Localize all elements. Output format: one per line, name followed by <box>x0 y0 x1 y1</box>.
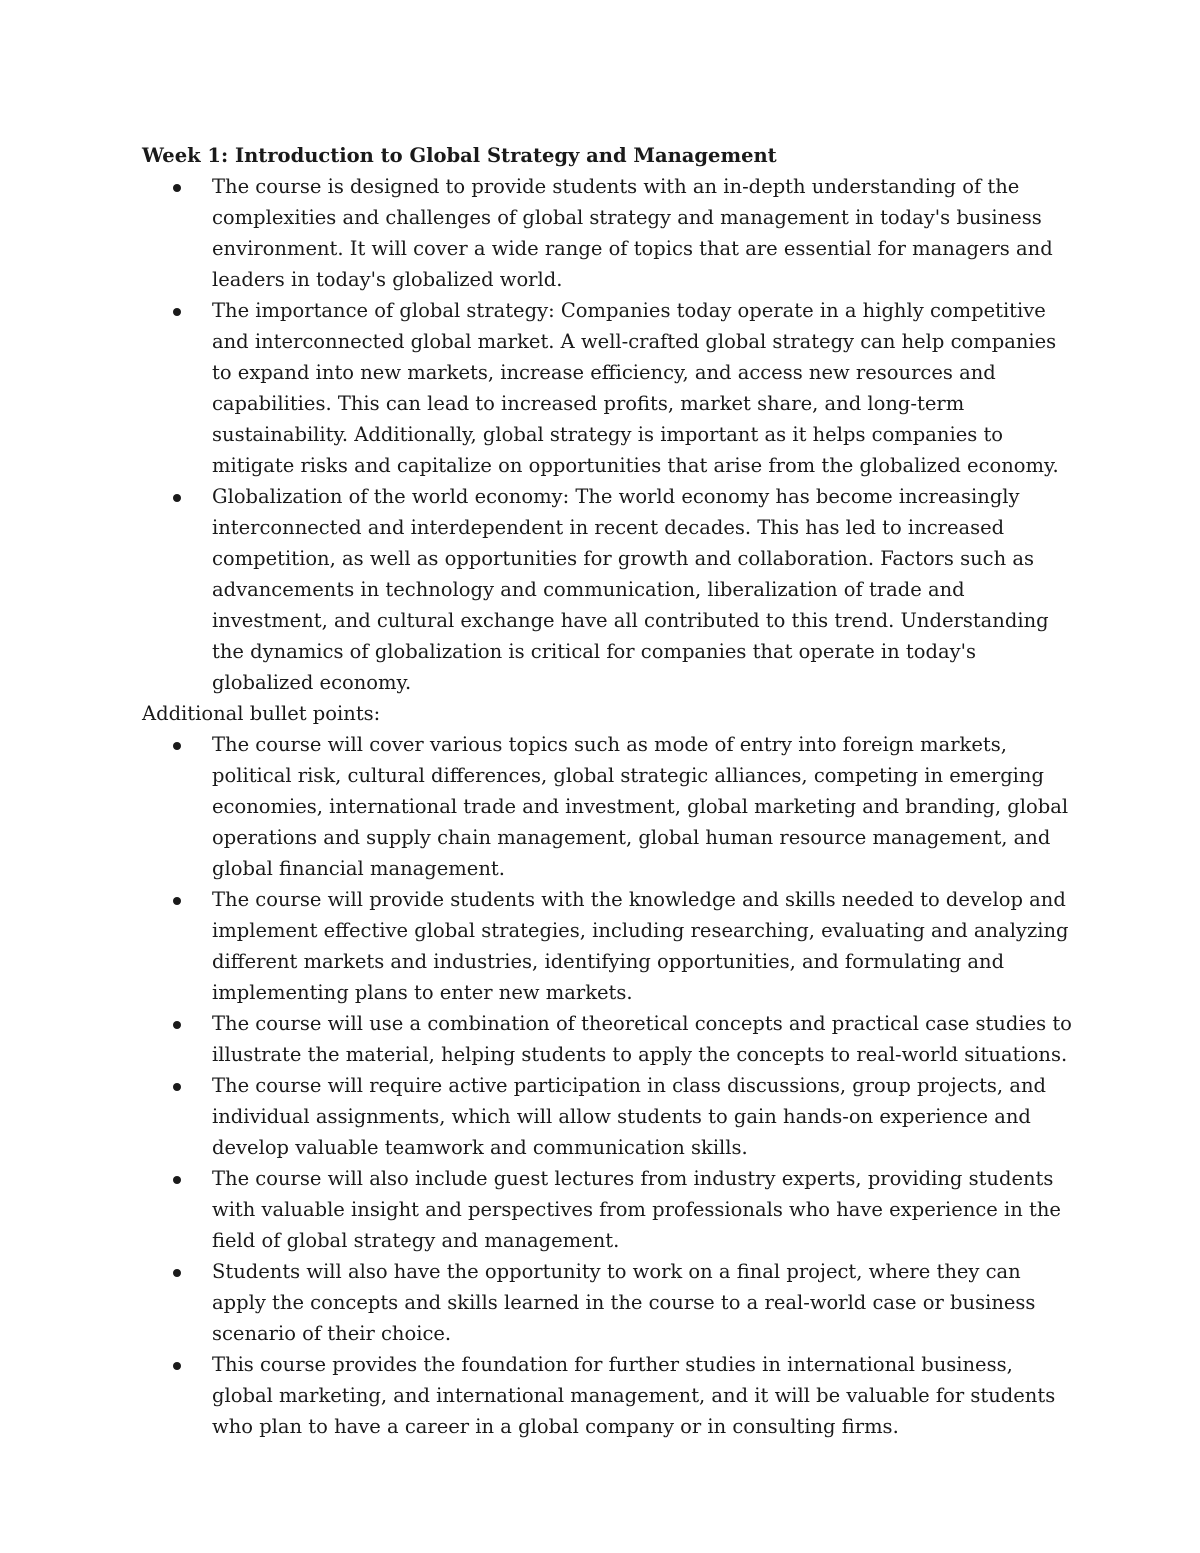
list-item-text: Globalization of the world economy: The world economy has become increasingly interconnected and interdependent in recent decades. This has led to increased competition, as well as opportunities for growth and collaboration. Factors such as advancements in technology and communication, liberalization of trade and investment, and cultural exchange have all contributed to this trend. Understanding the dynamics of globalization is critical for companies that operate in today's globalized economy. <box>212 485 1049 694</box>
list-item <box>212 1008 1072 1070</box>
list-item-text: The course will also include guest lectures from industry experts, providing students with valuable insight and perspectives from professionals who have experience in the field of global strategy and management. <box>212 1167 1061 1252</box>
list-item <box>212 729 1072 884</box>
additional-points-label: Additional bullet points: <box>142 702 381 725</box>
list-item-text: The importance of global strategy: Companies today operate in a highly competitive and interconnected global market. A well-crafted global strategy can help companies to expand into new markets, increase efficiency, and access new resources and capabilities. This can lead to increased profits, market share, and long-term sustainability. Additionally, global strategy is important as it helps companies to mitigate risks and capitalize on opportunities that arise from the globalized economy. <box>212 299 1059 477</box>
bullet-icon <box>173 1176 181 1184</box>
bullet-icon <box>173 184 181 192</box>
list-item <box>212 171 1072 295</box>
list-item <box>212 295 1072 481</box>
list-item-text: This course provides the foundation for further studies in international business, global marketing, and international management, and it will be valuable for students who plan to have a career in a global company or in consulting firms. <box>212 1353 1056 1438</box>
list-item-text: The course will require active participation in class discussions, group projects, and individual assignments, which will allow students to gain hands-on experience and develop valuable teamwork and communication skills. <box>212 1074 1046 1159</box>
list-item-text: Students will also have the opportunity to work on a final project, where they can apply the concepts and skills learned in the course to a real-world case or business scenario of their choice. <box>212 1260 1036 1345</box>
page-title: Week 1: Introduction to Global Strategy and Management <box>142 144 777 167</box>
list-item <box>212 884 1072 1008</box>
bullet-icon <box>173 308 181 316</box>
bullet-icon <box>173 742 181 750</box>
list-item <box>212 1349 1072 1442</box>
list-item-text: The course will provide students with the knowledge and skills needed to develop and implement effective global strategies, including researching, evaluating and analyzing different markets and industries, identifying opportunities, and formulating and implementing plans to enter new markets. <box>212 888 1069 1004</box>
list-item <box>212 1256 1072 1349</box>
bullet-icon <box>173 1269 181 1277</box>
list-item-text: The course will cover various topics such as mode of entry into foreign markets, political risk, cultural differences, global strategic alliances, competing in emerging economies, international trade and investment, global marketing and branding, global operations and supply chain management, global human resource management, and global financial management. <box>212 733 1069 880</box>
intro-bullet-list <box>142 171 1072 698</box>
bullet-icon <box>173 494 181 502</box>
bullet-icon <box>173 1021 181 1029</box>
bullet-icon <box>173 1083 181 1091</box>
bullet-icon <box>173 897 181 905</box>
additional-bullet-list <box>142 729 1072 1442</box>
bullet-icon <box>173 1362 181 1370</box>
list-item <box>212 481 1072 698</box>
list-item-text: The course will use a combination of theoretical concepts and practical case studies to illustrate the material, helping students to apply the concepts to real-world situations. <box>212 1012 1072 1066</box>
document-page <box>142 140 1072 1442</box>
list-item <box>212 1070 1072 1163</box>
list-item-text: The course is designed to provide students with an in-depth understanding of the complexities and challenges of global strategy and management in today's business environment. It will cover a wide range of topics that are essential for managers and leaders in today's globalized world. <box>212 175 1053 291</box>
list-item <box>212 1163 1072 1256</box>
